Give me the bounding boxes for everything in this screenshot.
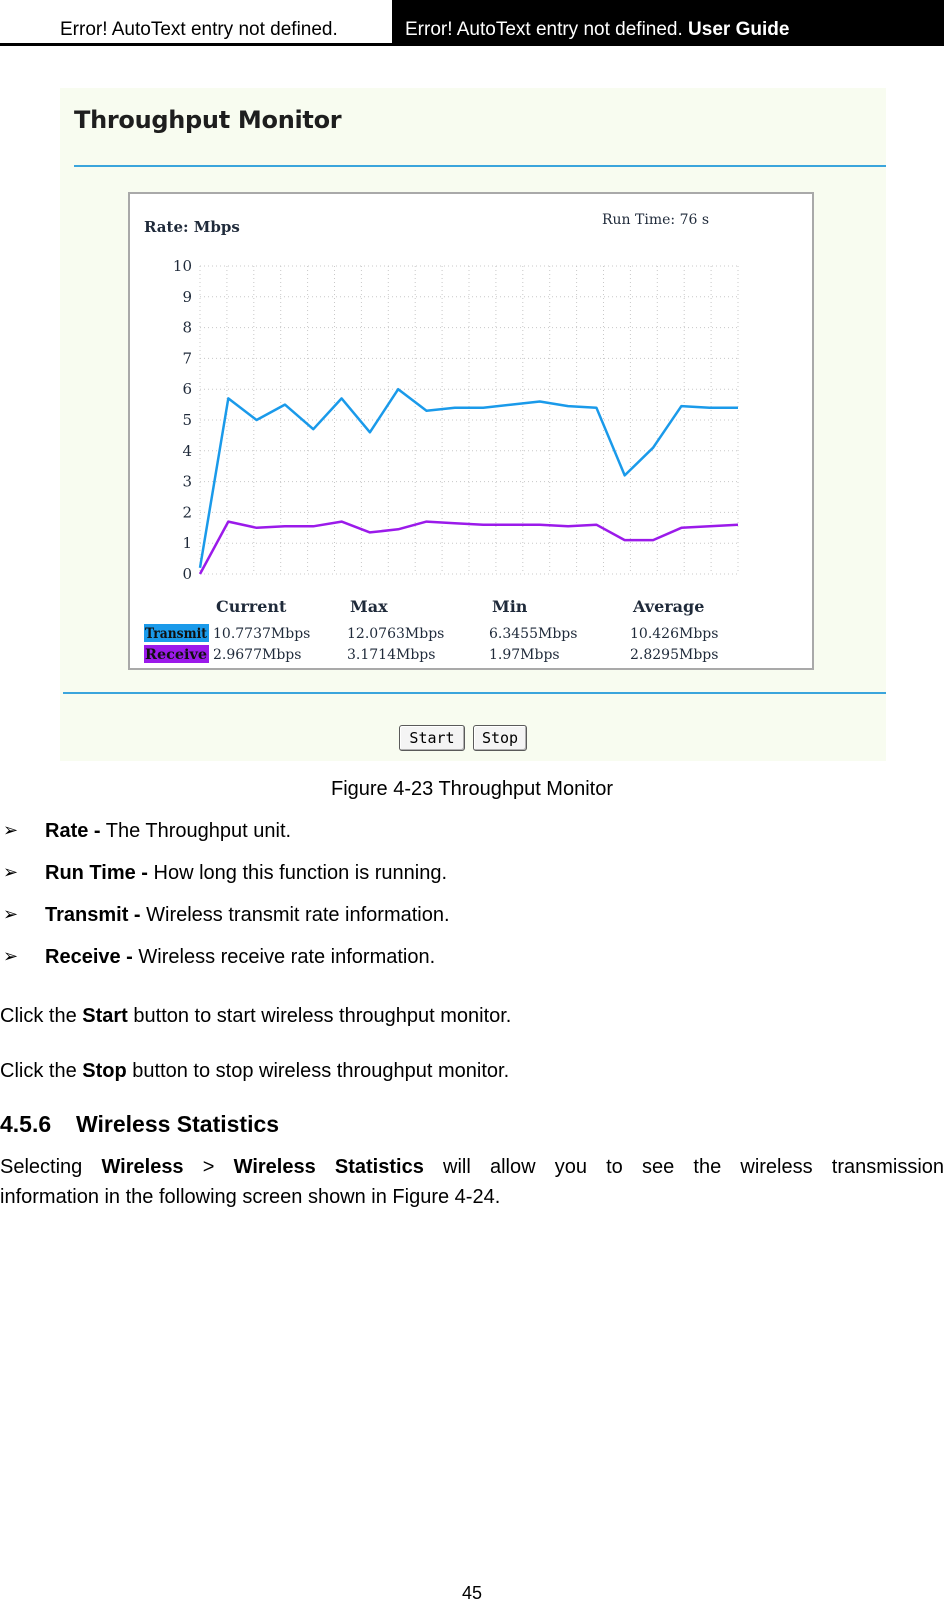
throughput-monitor-screenshot [60, 88, 886, 761]
start-para-pre: Click the [0, 1005, 83, 1027]
bullet-run-time-text [45, 862, 447, 885]
figure-caption: Figure 4-23 Throughput Monitor [330, 778, 613, 800]
header-left [0, 0, 392, 46]
y-tick-label: 6 [182, 380, 192, 399]
throughput-monitor-title: Throughput Monitor [74, 106, 342, 134]
header-right-prefix: Error! AutoText entry not defined. [405, 19, 683, 40]
stats-value: 10.426Mbps [630, 626, 719, 642]
page-header [0, 0, 944, 46]
bullet-rate-text [45, 820, 291, 843]
stop-para-bold: Stop [82, 1060, 127, 1082]
bullet-arrow-icon: ➢ [3, 820, 19, 841]
y-tick-label: 0 [182, 565, 192, 583]
y-tick-label: 5 [182, 411, 192, 429]
y-tick-label: 1 [182, 534, 192, 553]
throughput-chart-panel [128, 192, 814, 670]
bullet-rate-desc: The Throughput unit. [100, 820, 292, 842]
button-divider [63, 692, 886, 694]
stats-row-name: Receive [145, 647, 208, 663]
bullet-transmit-text [45, 904, 450, 927]
y-tick-label: 4 [182, 441, 192, 460]
throughput-chart [130, 194, 812, 668]
section-number: 4.5.6 [0, 1111, 52, 1137]
selecting-gt: > [202, 1156, 215, 1178]
y-tick-label: 8 [182, 318, 192, 337]
y-tick-label: 3 [182, 472, 192, 491]
stats-value: 2.8295Mbps [630, 647, 719, 663]
bullet-transmit-term: Transmit - [45, 904, 141, 926]
stop-paragraph [0, 1060, 509, 1083]
start-paragraph [0, 1005, 511, 1028]
selecting-rest: will allow you to see the wireless transmission [443, 1156, 944, 1178]
selecting-paragraph-line2: information in the following screen shown in Figure 4-24. [0, 1186, 501, 1208]
header-left-text: Error! AutoText entry not defined. [60, 19, 338, 40]
bullet-receive-desc: Wireless receive rate information. [132, 946, 436, 968]
stats-column-header: Max [350, 597, 388, 616]
stats-value: 6.3455Mbps [489, 626, 578, 642]
y-tick-label: 7 [182, 349, 192, 368]
header-right [392, 0, 944, 46]
stats-column-header: Min [492, 597, 528, 616]
stop-para-post: button to stop wireless throughput monitor. [126, 1060, 510, 1082]
header-right-guide: User Guide [688, 19, 790, 40]
bullet-arrow-icon: ➢ [3, 904, 19, 925]
start-para-bold: Start [82, 1005, 128, 1027]
stats-table [144, 597, 718, 663]
stats-value: 3.1714Mbps [347, 647, 436, 663]
bullet-transmit-desc: Wireless transmit rate information. [140, 904, 450, 926]
stats-value: 12.0763Mbps [347, 626, 445, 642]
stop-para-pre: Click the [0, 1060, 83, 1082]
bullet-run-time-term: Run Time - [45, 862, 148, 884]
run-time-label: Run Time: 76 s [602, 212, 710, 228]
selecting-word: Selecting [0, 1156, 83, 1178]
section-title: Wireless Statistics [76, 1111, 280, 1137]
section-heading [0, 1111, 279, 1138]
start-para-post: button to start wireless throughput monitor. [127, 1005, 512, 1027]
bullet-arrow-icon: ➢ [3, 862, 19, 883]
bullet-receive-text [45, 946, 435, 969]
stats-column-header: Current [216, 597, 287, 616]
chart-grid [200, 266, 738, 574]
header-right-text [405, 19, 789, 41]
stop-button[interactable]: Stop [473, 725, 527, 751]
stats-value: 2.9677Mbps [213, 647, 302, 663]
y-tick-label: 2 [182, 503, 192, 522]
page-number: 45 [461, 1583, 483, 1603]
selecting-wireless: Wireless [101, 1156, 184, 1178]
bullet-arrow-icon: ➢ [3, 946, 19, 967]
stats-value: 10.7737Mbps [213, 626, 311, 642]
start-button[interactable]: Start [399, 725, 465, 751]
y-tick-label: 10 [172, 257, 192, 275]
stats-column-header: Average [633, 597, 705, 616]
y-tick-label: 9 [182, 287, 192, 306]
bullet-run-time-desc: How long this function is running. [147, 862, 448, 884]
stats-value: 1.97Mbps [489, 647, 560, 663]
y-axis-ticks [173, 257, 192, 583]
selecting-paragraph-line1 [0, 1156, 944, 1179]
selecting-wireless-statistics: Wireless Statistics [233, 1156, 424, 1178]
bullet-receive-term: Receive - [45, 946, 133, 968]
bullet-rate-term: Rate - [45, 820, 101, 842]
stats-row-name: Transmit [145, 626, 208, 642]
title-divider [74, 165, 886, 167]
rate-label: Rate: Mbps [144, 218, 240, 236]
